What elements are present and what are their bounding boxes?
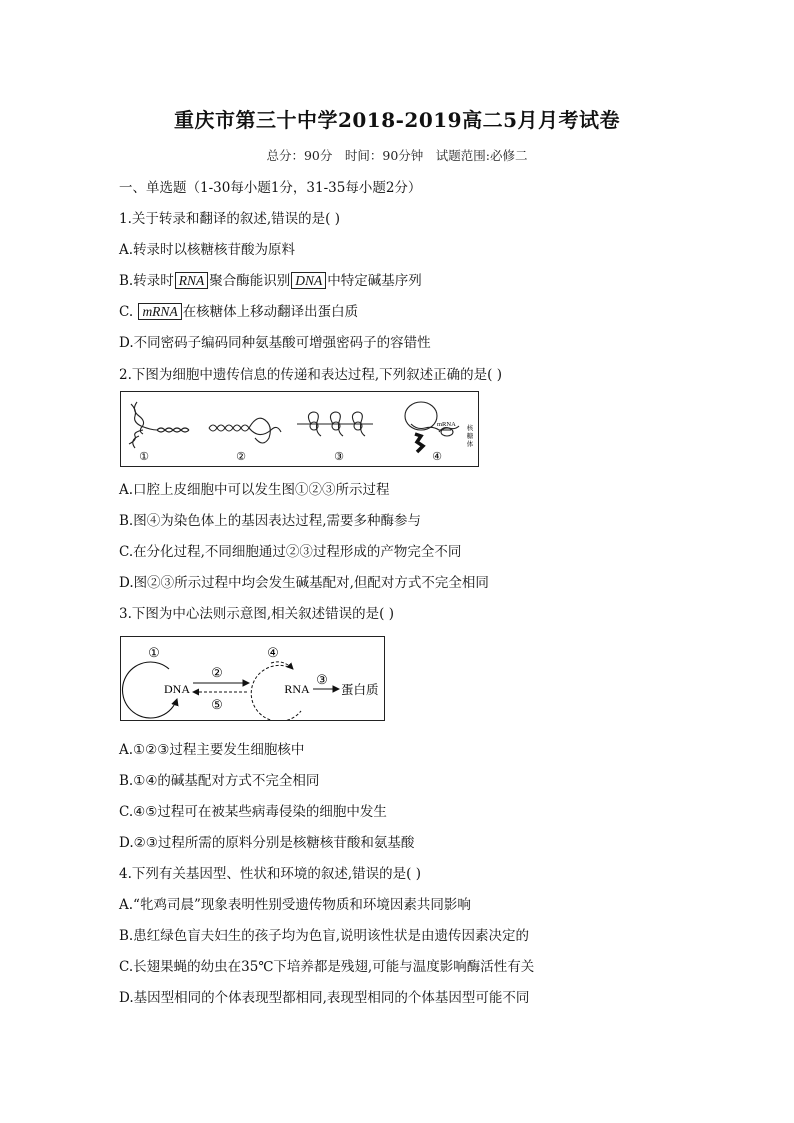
q2-ribosome-char-3: 体 xyxy=(466,441,474,448)
q3-num-1: ① xyxy=(148,645,160,660)
q2-figure-svg xyxy=(121,392,478,466)
q1-b-mid: 聚合酶能识别 xyxy=(209,273,291,289)
q3-num-4: ④ xyxy=(267,645,279,660)
q3-rna-label: RNA xyxy=(284,682,310,696)
q2-option-a: A.口腔上皮细胞中可以发生图①②③所示过程 xyxy=(119,482,390,498)
q1-option-c xyxy=(119,300,358,320)
q2-option-d: D.图②③所示过程中均会发生碱基配对,但配对方式不完全相同 xyxy=(119,575,489,591)
q2-ribosome-char-1: 核 xyxy=(466,425,474,432)
q1-option-d: D.不同密码子编码同种氨基酸可增强密码子的容错性 xyxy=(119,335,431,351)
q3-protein-label: 蛋白质 xyxy=(341,683,379,697)
q1-b-box-rna: RNA xyxy=(175,272,209,289)
q3-dna-label: DNA xyxy=(164,682,190,696)
q2-ribosome-char-2: 糖 xyxy=(466,433,474,440)
q3-num-3: ③ xyxy=(316,672,328,687)
q1-option-b xyxy=(119,269,422,289)
q3-figure xyxy=(120,636,385,721)
q4-option-a: A.“牝鸡司晨”现象表明性别受遗传物质和环境因素共同影响 xyxy=(119,897,471,913)
q1-c-pre: C. xyxy=(119,304,134,320)
q1-option-a: A.转录时以核糖核苷酸为原料 xyxy=(119,242,296,258)
q2-mrna-label: mRNA xyxy=(437,421,456,428)
q3-stem: 3.下图为中心法则示意图,相关叙述错误的是( ) xyxy=(119,606,394,622)
q2-panel-2-transcription xyxy=(209,418,281,443)
q1-b-post: 中特定碱基序列 xyxy=(327,273,422,289)
section-heading: 一、单选题（1-30每小题1分，31-35每小题2分） xyxy=(119,180,422,196)
q3-option-c: C.④⑤过程可在被某些病毒侵染的细胞中发生 xyxy=(119,804,387,820)
q2-label-3: ③ xyxy=(334,451,344,463)
q2-ribosome-label xyxy=(467,423,474,448)
q4-option-d: D.基因型相同的个体表现型都相同,表现型相同的个体基因型可能不同 xyxy=(119,990,530,1006)
q2-label-2: ② xyxy=(236,451,246,463)
q1-stem: 1.关于转录和翻译的叙述,错误的是( ) xyxy=(119,211,340,227)
q3-option-d: D.②③过程所需的原料分别是核糖核苷酸和氨基酸 xyxy=(119,835,415,851)
q2-option-b: B.图④为染色体上的基因表达过程,需要多种酶参与 xyxy=(119,513,422,529)
q1-b-pre: B.转录时 xyxy=(119,273,174,289)
q4-option-b: B.患红绿色盲夫妇生的孩子均为色盲,说明该性状是由遗传因素决定的 xyxy=(119,928,530,944)
q2-figure xyxy=(120,391,479,467)
q2-panel-1-replication xyxy=(129,402,189,448)
q2-label-4: ④ xyxy=(432,451,442,463)
q1-c-post: 在核糖体上移动翻译出蛋白质 xyxy=(182,304,359,320)
q1-b-box-dna: DNA xyxy=(291,272,326,289)
exam-title: 重庆市第三十中学2018-2019高二5月月考试卷 xyxy=(173,108,621,132)
q2-label-1: ① xyxy=(139,451,149,463)
q1-c-box-mrna: mRNA xyxy=(138,303,181,320)
q3-num-2: ② xyxy=(211,665,223,680)
q3-num-5: ⑤ xyxy=(211,697,223,712)
q3-option-a: A.①②③过程主要发生细胞核中 xyxy=(119,742,305,758)
exam-subtitle: 总分：90分 时间：90分钟 试题范围:必修二 xyxy=(266,148,528,163)
q2-option-c: C.在分化过程,不同细胞通过②③过程形成的产物完全不同 xyxy=(119,544,462,560)
q4-option-c: C.长翅果蝇的幼虫在35℃下培养都是残翅,可能与温度影响酶活性有关 xyxy=(119,959,535,975)
q2-panel-3-polysome xyxy=(297,412,373,436)
q3-figure-svg xyxy=(121,637,384,720)
q3-option-b: B.①④的碱基配对方式不完全相同 xyxy=(119,773,320,789)
q2-stem: 2.下图为细胞中遗传信息的传递和表达过程,下列叙述正确的是( ) xyxy=(119,367,502,383)
q4-stem: 4.下列有关基因型、性状和环境的叙述,错误的是( ) xyxy=(119,866,421,882)
